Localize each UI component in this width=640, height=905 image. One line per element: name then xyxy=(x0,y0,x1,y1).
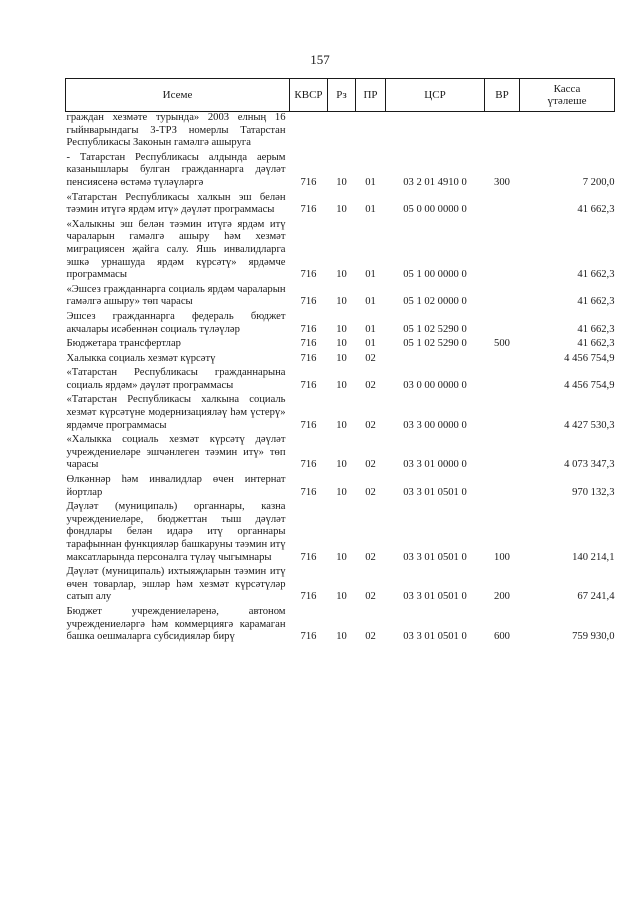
cell-pr: 01 xyxy=(365,323,376,335)
cell-name: Эшсез гражданнарга федераль бюджет акчалары исәбеннән социаль түләүләр xyxy=(66,310,286,335)
header-name: Исеме xyxy=(66,79,290,112)
table-header xyxy=(66,79,615,112)
cell-pr: 02 xyxy=(365,379,376,391)
header-vr: ВР xyxy=(485,79,520,112)
table-row xyxy=(66,434,615,474)
cell-csr: 03 3 01 0000 0 xyxy=(403,459,467,471)
cell-csr: 03 0 00 0000 0 xyxy=(403,379,467,391)
cell-csr xyxy=(386,353,485,368)
cell-vr: 500 xyxy=(494,338,510,350)
cell-amount: 4 427 530,3 xyxy=(564,419,615,431)
cell-amount: 41 662,3 xyxy=(577,338,615,350)
header-rz: Рз xyxy=(328,79,356,112)
table-row xyxy=(66,394,615,434)
table-body xyxy=(66,112,615,646)
cell-name: Дәүләт (муниципаль) органнары, казна учреждениеләре, бюджеттан тыш дәүләт фондлары белән идарә итү органнары тарафыннан функцияләр башкаруны тәэмин итү максатларында персоналга түләү чыгымнары xyxy=(66,501,286,563)
cell-kvsr: 716 xyxy=(300,338,317,350)
cell-vr xyxy=(485,112,520,152)
table-row xyxy=(66,192,615,219)
cell-name: Бюджет учреждениеләренә, автоном учреждениеләргә һәм коммерциягә карамаган башка оешмаларга субсидияләр бирү xyxy=(66,605,286,643)
cell-vr xyxy=(485,353,520,368)
cell-rz: 10 xyxy=(336,379,347,391)
cell-amount: 4 456 754,9 xyxy=(564,379,615,391)
cell-kvsr: 716 xyxy=(300,486,317,498)
cell-kvsr xyxy=(290,112,328,152)
table-row xyxy=(66,338,615,353)
cell-pr: 02 xyxy=(365,631,376,643)
cell-pr: 01 xyxy=(365,204,376,216)
cell-csr: 03 3 00 0000 0 xyxy=(403,419,467,431)
cell-name: - Татарстан Республикасы алдында аерым казанышлары булган гражданнарга дәүләт пенсиясенә өстәмә түләүләргә xyxy=(66,151,286,188)
cell-rz: 10 xyxy=(336,338,347,350)
cell-name: «Халыкка социаль хезмәт күрсәтү дәүләт учреждениеләре эшчәнлеген тәэмин итү» төп чарасы xyxy=(66,434,286,471)
cell-rz: 10 xyxy=(336,176,347,188)
cell-kvsr: 716 xyxy=(300,269,317,281)
cell-kvsr: 716 xyxy=(300,296,317,308)
cell-pr: 02 xyxy=(365,459,376,471)
cell-csr: 05 1 02 5290 0 xyxy=(403,338,467,350)
cell-amount xyxy=(520,112,615,152)
cell-name: «Татарстан Республикасы гражданнарына социаль ярдәм» дәүләт программасы xyxy=(66,367,286,391)
header-kvsr: КВСР xyxy=(290,79,328,112)
cell-kvsr: 716 xyxy=(300,631,317,643)
cell-pr: 02 xyxy=(365,352,376,364)
cell-kvsr: 716 xyxy=(300,419,317,431)
table-row xyxy=(66,219,615,284)
cell-rz: 10 xyxy=(336,551,347,563)
cell-name: Дәүләт (муниципаль) ихтыяҗларын тәэмин итү өчен товарлар, эшләр һәм хезмәт күрсәтүләр сатып алу xyxy=(66,566,286,603)
cell-pr: 01 xyxy=(365,338,376,350)
cell-rz: 10 xyxy=(336,204,347,216)
cell-vr xyxy=(485,394,520,434)
cell-vr xyxy=(485,284,520,311)
header-pr: ПР xyxy=(356,79,386,112)
cell-rz: 10 xyxy=(336,296,347,308)
cell-rz: 10 xyxy=(336,631,347,643)
cell-amount: 67 241,4 xyxy=(577,591,615,603)
table-row xyxy=(66,566,615,606)
table-row xyxy=(66,284,615,311)
cell-amount: 41 662,3 xyxy=(577,269,615,281)
cell-vr: 100 xyxy=(494,551,510,563)
budget-table xyxy=(65,78,615,646)
cell-kvsr: 716 xyxy=(300,204,317,216)
header-csr: ЦСР xyxy=(386,79,485,112)
cell-name: Өлкәннәр һәм инвалидлар өчен интернат йортлар xyxy=(66,474,286,498)
cell-vr: 600 xyxy=(494,631,510,643)
table-row xyxy=(66,606,615,646)
cell-kvsr: 716 xyxy=(300,323,317,335)
cell-name: «Халыкны эш белән тәэмин итүгә ярдәм итү чараларын гамәлгә ашыру һәм хезмәт миграциясен җайга салу. Яшь инвалидларга эшкә урнашуда ярдәм күрсәтү» ярдәмче программасы xyxy=(66,218,286,281)
cell-pr: 02 xyxy=(365,551,376,563)
cell-vr xyxy=(485,219,520,284)
cell-vr xyxy=(485,311,520,338)
cell-amount: 759 930,0 xyxy=(572,631,615,643)
cell-rz xyxy=(328,112,356,152)
table-row xyxy=(66,311,615,338)
cell-kvsr: 716 xyxy=(300,352,317,364)
cell-kvsr: 716 xyxy=(300,176,317,188)
cell-kvsr: 716 xyxy=(300,459,317,471)
cell-amount: 41 662,3 xyxy=(577,204,615,216)
page-number: 157 xyxy=(310,52,330,67)
cell-amount: 4 456 754,9 xyxy=(564,352,615,364)
cell-kvsr: 716 xyxy=(300,379,317,391)
cell-vr xyxy=(485,434,520,474)
cell-pr: 02 xyxy=(365,591,376,603)
cell-rz: 10 xyxy=(336,486,347,498)
cell-amount: 41 662,3 xyxy=(577,323,615,335)
table-row xyxy=(66,112,615,152)
cell-csr: 03 2 01 4910 0 xyxy=(403,176,467,188)
table-row xyxy=(66,474,615,501)
cell-csr: 03 3 01 0501 0 xyxy=(403,591,467,603)
cell-amount: 4 073 347,3 xyxy=(564,459,615,471)
cell-csr: 05 0 00 0000 0 xyxy=(403,204,467,216)
cell-amount: 41 662,3 xyxy=(577,296,615,308)
cell-csr xyxy=(386,112,485,152)
table-row xyxy=(66,501,615,566)
cell-pr: 02 xyxy=(365,486,376,498)
cell-pr xyxy=(356,112,386,152)
cell-pr: 01 xyxy=(365,269,376,281)
cell-name: Халыкка социаль хезмәт күрсәтү xyxy=(66,352,216,364)
cell-csr: 03 3 01 0501 0 xyxy=(403,551,467,563)
cell-rz: 10 xyxy=(336,591,347,603)
cell-name: Бюджетара трансфертлар xyxy=(66,338,181,350)
cell-csr: 05 1 02 0000 0 xyxy=(403,296,467,308)
cell-amount: 140 214,1 xyxy=(572,551,615,563)
cell-rz: 10 xyxy=(336,459,347,471)
cell-name: «Татарстан Республикасы халкына социаль хезмәт күрсәтүне модернизацияләү һәм үстерү» ярдәмче программасы xyxy=(66,394,286,431)
cell-pr: 01 xyxy=(365,176,376,188)
cell-csr: 05 1 00 0000 0 xyxy=(403,269,467,281)
header-kassa: Касса үтәлеше xyxy=(520,79,615,112)
cell-vr xyxy=(485,192,520,219)
cell-amount: 7 200,0 xyxy=(582,176,615,188)
cell-vr xyxy=(485,474,520,501)
cell-rz: 10 xyxy=(336,419,347,431)
cell-name: граждан хезмәте турында» 2003 елның 16 гыйнварындагы 3-ТРЗ номерлы Татарстан Республикасы Законын гамәлгә ашыруга xyxy=(66,112,286,149)
cell-csr: 03 3 01 0501 0 xyxy=(403,486,467,498)
cell-kvsr: 716 xyxy=(300,551,317,563)
cell-amount: 970 132,3 xyxy=(572,486,615,498)
cell-csr: 05 1 02 5290 0 xyxy=(403,323,467,335)
cell-kvsr: 716 xyxy=(300,591,317,603)
cell-vr xyxy=(485,367,520,394)
cell-rz: 10 xyxy=(336,352,347,364)
cell-vr: 300 xyxy=(494,176,510,188)
cell-rz: 10 xyxy=(336,323,347,335)
cell-pr: 02 xyxy=(365,419,376,431)
table-row xyxy=(66,367,615,394)
table-row xyxy=(66,152,615,192)
cell-pr: 01 xyxy=(365,296,376,308)
cell-vr: 200 xyxy=(494,591,510,603)
cell-csr: 03 3 01 0501 0 xyxy=(403,631,467,643)
cell-name: «Эшсез гражданнарга социаль ярдәм чараларын гамәлгә ашыру» төп чарасы xyxy=(66,283,286,308)
cell-rz: 10 xyxy=(336,269,347,281)
cell-name: «Татарстан Республикасы халкын эш белән тәэмин итүгә ярдәм итү» дәүләт программасы xyxy=(66,191,286,216)
table-row xyxy=(66,353,615,368)
